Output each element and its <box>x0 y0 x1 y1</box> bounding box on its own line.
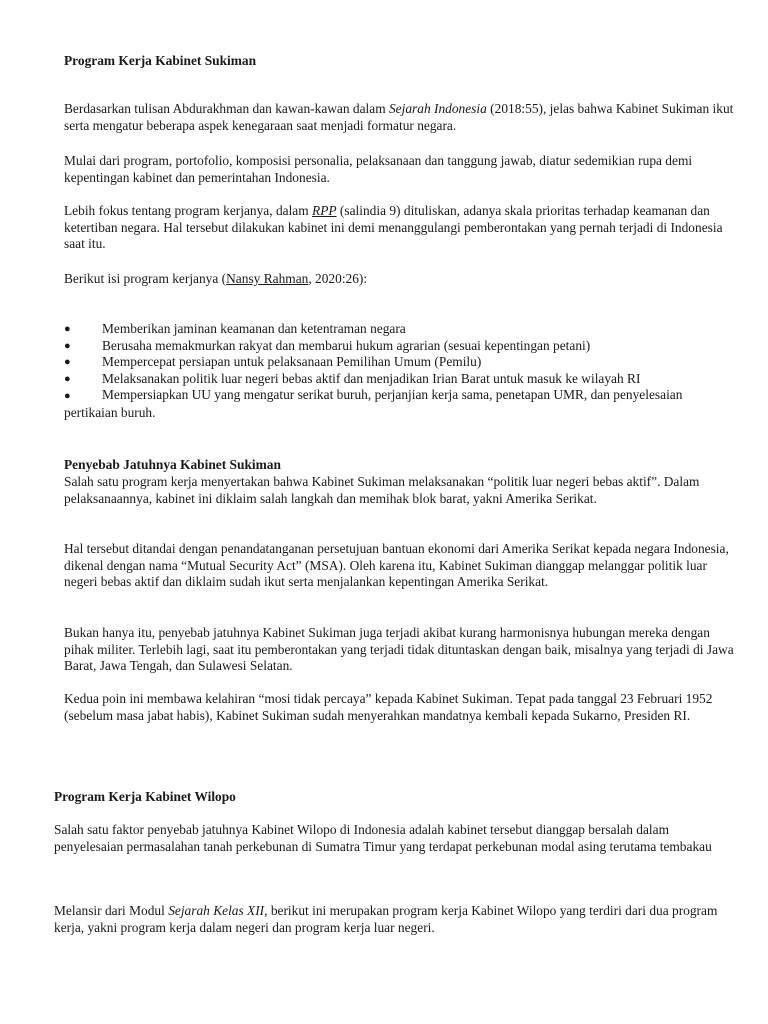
bullet-icon: ● <box>64 323 71 335</box>
bullet-icon: ● <box>64 339 71 352</box>
paragraph-rpp: Lebih fokus tentang program kerjanya, dalam RPP (salindia 9) dituliskan, adanya skala prioritas terhadap keamanan dan ketertiban negara. Hal tersebut dilakukan kabinet ini demi menanggulangi pemberontakan yang pernah terjadi di Indonesia saat itu. <box>64 203 723 252</box>
bullet-icon: ● <box>64 356 71 369</box>
paragraph-militer: Bukan hanya itu, penyebab jatuhnya Kabinet Sukiman juga terjadi akibat kurang harmonisnya hubungan mereka dengan pihak militer. Terlebih lagi, saat itu pemberontakan yang terjadi tidak dituntaskan dengan baik, misalnya yang terjadi di Jawa Barat, Jawa Tengah, dan Sulawesi Selatan. <box>64 625 734 674</box>
bullet-icon: ● <box>64 390 71 403</box>
program-list <box>64 321 734 422</box>
paragraph-politik-luar-negeri: Salah satu program kerja menyertakan bahwa Kabinet Sukiman melaksanakan “politik luar negeri bebas aktif”. Dalam pelaksanaannya, kabinet ini diklaim salah langkah dan memihak blok barat, yakni Amerika Serikat. <box>64 474 700 506</box>
link-nansy-rahman[interactable]: Nansy Rahman <box>226 271 309 286</box>
paragraph-msa: Hal tersebut ditandai dengan penandatanganan persetujuan bantuan ekonomi dari Amerika Serikat kepada negara Indonesia, dikenal dengan nama “Mutual Security Act” (MSA). Oleh karena itu, Kabinet Sukiman dianggap melanggar politik luar negeri bebas aktif dan diklaim sudah ikut serta menjalankan kepentingan Amerika Serikat. <box>64 541 729 590</box>
italic-book-title: Sejarah Indonesia <box>388 101 487 116</box>
paragraph-sumatra-timur: Salah satu faktor penyebab jatuhnya Kabinet Wilopo di Indonesia adalah kabinet tersebut dianggap bersalah dalam penyelesaian permasalahan tanah perkebunan di Sumatra Timur yang terdapat perkebunan modal asing terutama tembakau <box>54 822 712 854</box>
paragraph-program-portofolio: Mulai dari program, portofolio, komposisi personalia, pelaksanaan dan tanggung jawab, diatur sedemikian rupa demi kepentingan kabinet dan pemerintahan Indonesia. <box>64 153 693 185</box>
list-item: ● Melaksanakan politik luar negeri bebas aktif dan menjadikan Irian Barat untuk masuk ke wilayah RI <box>64 370 641 386</box>
paragraph-abdurakhman: Berdasarkan tulisan Abdurakhman dan kawan-kawan dalam Sejarah Indonesia (2018:55), jelas bahwa Kabinet Sukiman ikut serta mengatur beberapa aspek kenegaraan saat menjadi formatur negara. <box>64 101 734 133</box>
bullet-icon: ● <box>64 372 71 385</box>
heading-penyebab-jatuhnya-sukiman: Penyebab Jatuhnya Kabinet Sukiman <box>64 457 281 472</box>
link-rpp[interactable]: RPP <box>312 203 337 218</box>
heading-program-kerja-wilopo: Program Kerja Kabinet Wilopo <box>54 789 236 804</box>
list-item: ● Mempercepat persiapan untuk pelaksanaan Pemilihan Umum (Pemilu) <box>64 354 482 370</box>
italic-modul-title: Sejarah Kelas XII <box>168 903 265 918</box>
paragraph-modul-sejarah: Melansir dari Modul Sejarah Kelas XII, berikut ini merupakan program kerja Kabinet Wilopo yang terdiri dari dua program kerja, yakni program kerja dalam negeri dan program kerja luar negeri. <box>54 903 718 935</box>
list-item: ● Mempersiapkan UU yang mengatur serikat buruh, perjanjian kerja sama, penetapan UMR, dan penyelesaian pertikaian buruh. <box>64 387 683 420</box>
list-item: ● Berusaha memakmurkan rakyat dan membarui hukum agrarian (sesuai kepentingan petani) <box>64 337 591 353</box>
list-item: ● Memberikan jaminan keamanan dan ketentraman negara <box>64 321 406 336</box>
paragraph-berikut-isi: Berikut isi program kerjanya (Nansy Rahman, 2020:26): <box>64 271 368 286</box>
heading-program-kerja-sukiman: Program Kerja Kabinet Sukiman <box>64 53 257 68</box>
paragraph-mosi-tidak-percaya: Kedua poin ini membawa kelahiran “mosi tidak percaya” kepada Kabinet Sukiman. Tepat pada tanggal 23 Februari 1952 (sebelum masa jabat habis), Kabinet Sukiman sudah menyerahkan mandatnya kembali kepada Sukarno, Presiden RI. <box>64 691 713 723</box>
